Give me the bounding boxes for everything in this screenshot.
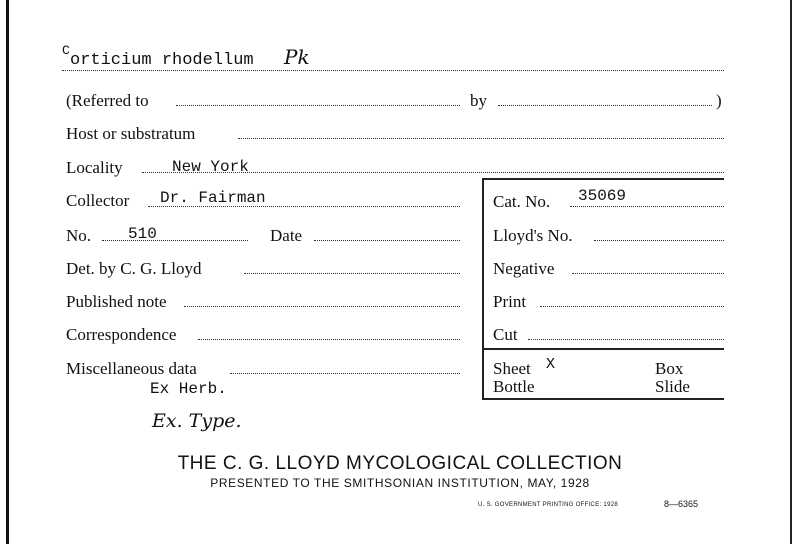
catalog-box-top bbox=[482, 178, 724, 180]
referred-to-line bbox=[176, 105, 460, 106]
host-line bbox=[238, 138, 724, 139]
print-label: Print bbox=[493, 292, 527, 311]
determined-by-label: Det. by C. G. Lloyd bbox=[66, 259, 202, 278]
locality-value: New York bbox=[172, 158, 249, 176]
species-initial: C bbox=[62, 43, 70, 58]
cat-no-line bbox=[570, 206, 724, 207]
bottle-label: Bottle bbox=[493, 377, 535, 396]
misc-ex-type: Ex. Type. bbox=[152, 410, 242, 432]
published-note-label: Published note bbox=[66, 292, 167, 311]
sheet-label: Sheet bbox=[493, 359, 531, 378]
date-line bbox=[314, 240, 460, 241]
species-name: orticium rhodellum bbox=[70, 51, 254, 70]
collection-subtitle: PRESENTED TO THE SMITHSONIAN INSTITUTION, MAY, 1928 bbox=[210, 476, 590, 490]
lloyds-no-line bbox=[594, 240, 724, 241]
correspondence-line bbox=[198, 339, 460, 340]
referred-to-label: (Referred to bbox=[66, 91, 149, 110]
determined-by-line bbox=[244, 273, 460, 274]
sheet-mark: X bbox=[546, 356, 556, 373]
species-line bbox=[62, 70, 724, 71]
collection-title: THE C. G. LLOYD MYCOLOGICAL COLLECTION bbox=[177, 453, 623, 474]
species-annotation: Pk bbox=[284, 45, 310, 69]
collector-label: Collector bbox=[66, 191, 130, 210]
locality-label: Locality bbox=[66, 158, 123, 177]
number-label: No. bbox=[66, 226, 92, 245]
number-value: 510 bbox=[128, 225, 157, 243]
published-note-line bbox=[184, 306, 460, 307]
cat-no-value: 35069 bbox=[578, 187, 627, 205]
close-paren: ) bbox=[716, 91, 722, 110]
cat-no-label: Cat. No. bbox=[493, 192, 551, 211]
form-number: 8—6365 bbox=[664, 499, 699, 509]
misc-data-line bbox=[230, 373, 460, 374]
by-label: by bbox=[470, 91, 487, 110]
correspondence-label: Correspondence bbox=[66, 325, 177, 344]
number-line bbox=[102, 240, 248, 241]
by-line bbox=[498, 105, 712, 106]
printer-imprint: U. S. GOVERNMENT PRINTING OFFICE: 1928 bbox=[478, 502, 618, 508]
host-label: Host or substratum bbox=[66, 124, 196, 143]
negative-label: Negative bbox=[493, 259, 555, 278]
catalog-box-divider bbox=[482, 348, 724, 350]
catalog-box-left bbox=[482, 178, 484, 400]
lloyds-no-label: Lloyd's No. bbox=[493, 226, 573, 245]
print-line bbox=[540, 306, 724, 307]
misc-ex-herb: Ex Herb. bbox=[150, 380, 227, 398]
catalog-box-bottom bbox=[482, 398, 724, 400]
box-label: Box bbox=[655, 359, 684, 378]
date-label: Date bbox=[270, 226, 303, 245]
cut-label: Cut bbox=[493, 325, 518, 344]
slide-label: Slide bbox=[655, 377, 690, 396]
negative-line bbox=[572, 273, 724, 274]
cut-line bbox=[528, 339, 724, 340]
misc-data-label: Miscellaneous data bbox=[66, 359, 197, 378]
collector-value: Dr. Fairman bbox=[160, 189, 266, 207]
